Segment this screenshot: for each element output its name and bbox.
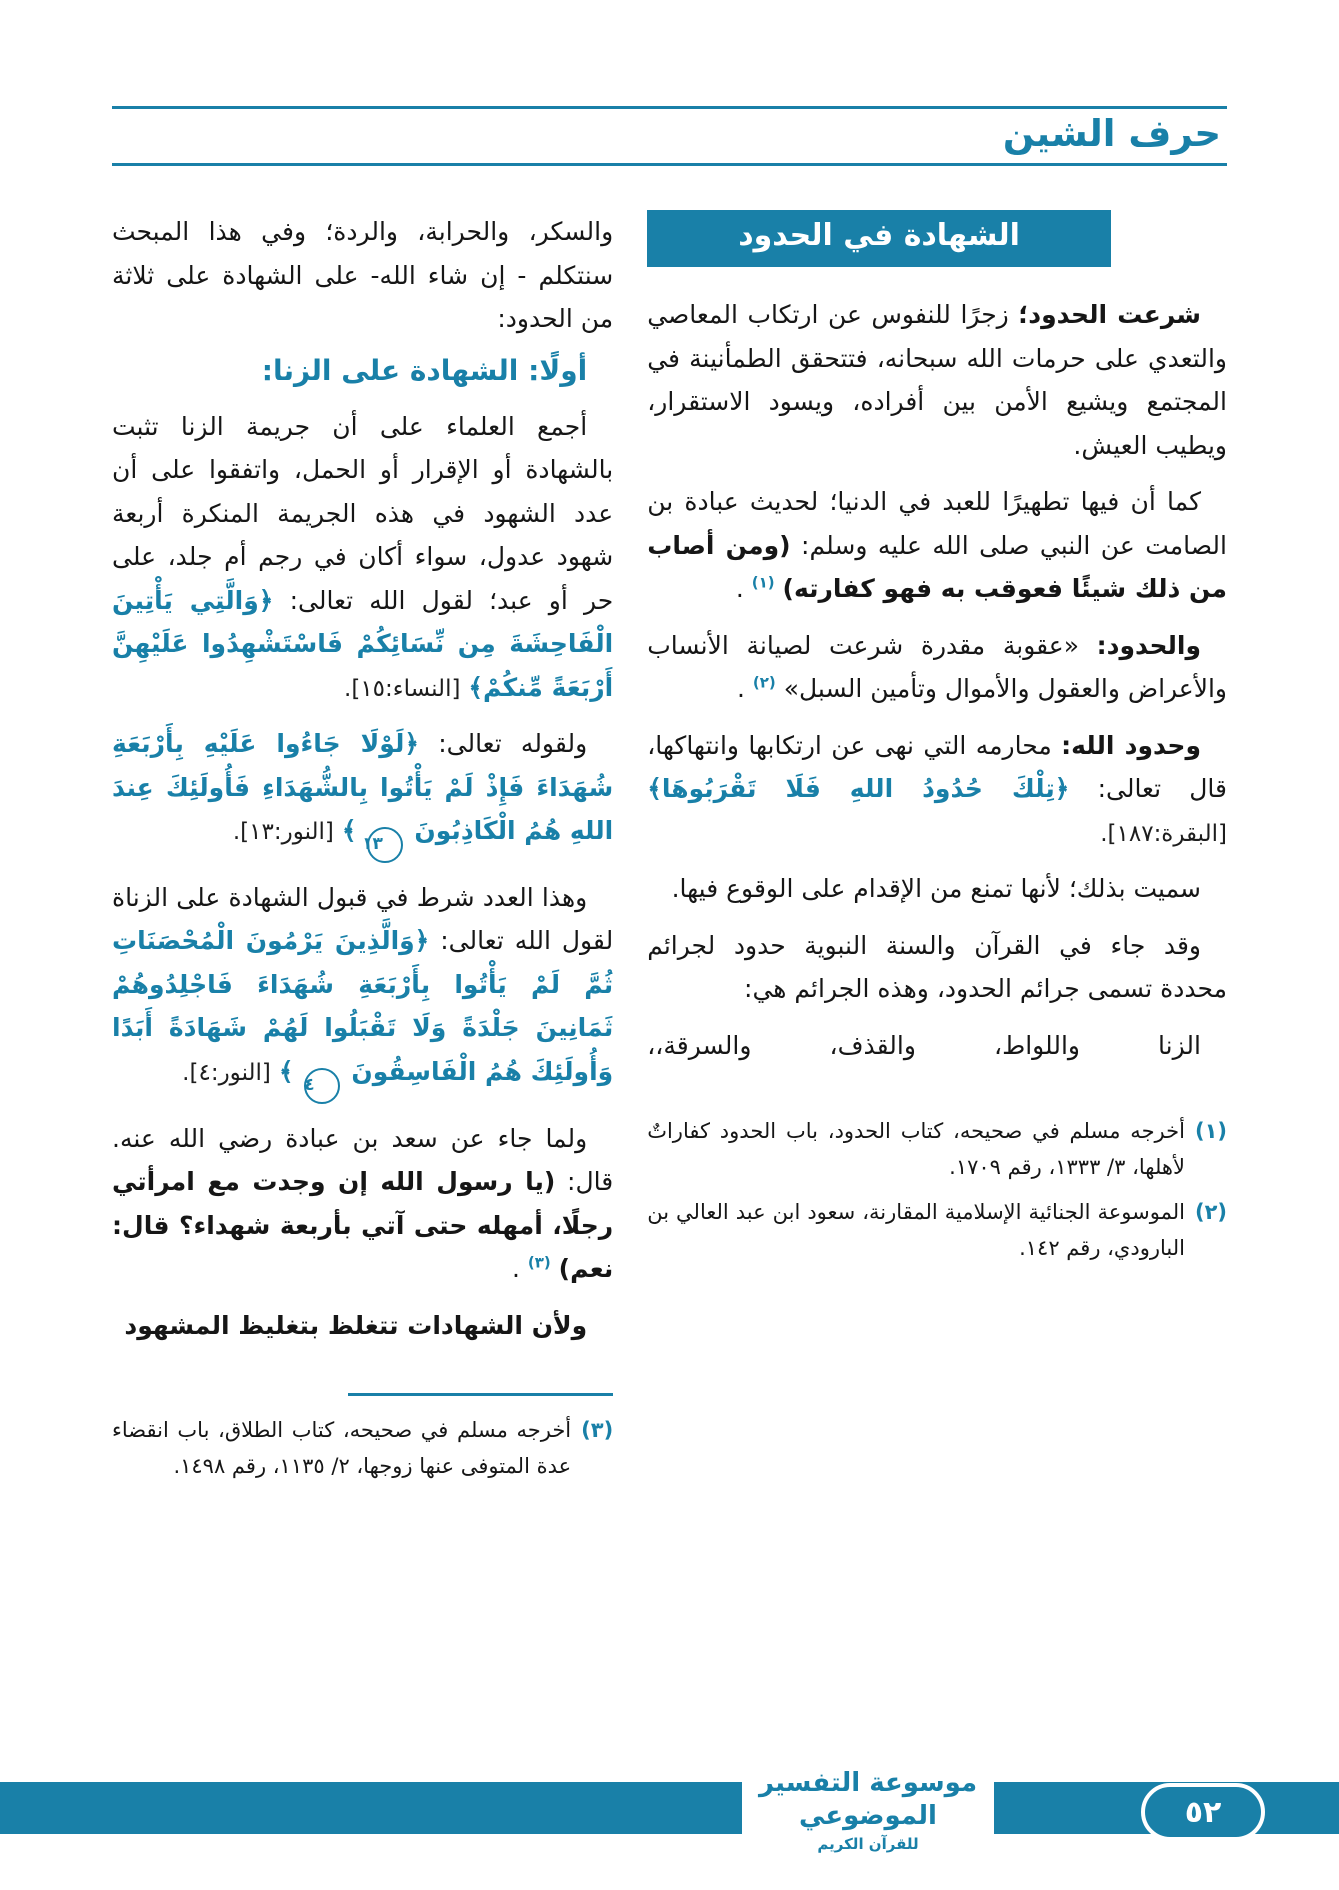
content-columns [112, 210, 1227, 1493]
lead-text: شرعت الحدود؛ [1018, 300, 1201, 329]
footnote-marker-3: (٣) [527, 1253, 551, 1272]
page-number-badge [1141, 1783, 1265, 1841]
verse-close-bracket: ﴾ [278, 1056, 294, 1086]
body-text: الزنا واللواط، والقذف، والسرقة،، [647, 1030, 1201, 1060]
paragraph-hudud-definition [647, 624, 1227, 711]
body-text: زجرًا للنفوس عن ارتكاب المعاصي والتعدي على حرمات الله سبحانه، فتتحقق الطمأنينة في المجتمع ويشيع الأمن بين أفراده، ويسود الاستقرار، ويطيب العيش. [647, 300, 1227, 460]
right-footnotes [647, 1113, 1227, 1266]
footnote-text: أخرجه مسلم في صحيحه، كتاب الطلاق، باب انقضاء عدة المتوفى عنها زوجها، ٢/ ١١٣٥، رقم ١٤٩٨. [112, 1418, 572, 1479]
paragraph-crimes-list [647, 1024, 1227, 1068]
subheading-testimony-zina: أولًا: الشهادة على الزنا: [261, 353, 588, 387]
paragraph-saad-hadith [112, 1117, 613, 1291]
paragraph-naming-reason [647, 867, 1227, 911]
body-text: . [736, 674, 745, 703]
footnote-marker-2: (٢) [752, 673, 776, 692]
body-text: . [511, 1254, 520, 1284]
footnote-text: الموسوعة الجنائية الإسلامية المقارنة، سعود ابن عبد العالي بن البارودي، رقم ١٤٢. [647, 1200, 1185, 1261]
body-text: أجمع العلماء على أن جريمة الزنا تثبت بالشهادة أو الإقرار أو الحمل، واتفقوا على أن عدد الشهود في هذه الجريمة المنكرة أربعة شهود عدول، سواء أكان في رجم أم جلد، على حر أو عبد؛ لقول الله تعالى: [112, 411, 614, 615]
page-number: ٥٢ [1184, 1794, 1222, 1830]
publisher-logo [742, 1762, 994, 1860]
footnote-text: أخرجه مسلم في صحيحه، كتاب الحدود، باب الحدود كفاراتٌ لأهلها، ٣/ ١٣٣٣، رقم ١٧٠٩. [647, 1119, 1185, 1180]
paragraph-testimony-strictness [112, 1304, 613, 1348]
right-column [647, 210, 1227, 1275]
body-text: وقد جاء في القرآن والسنة النبوية حدود لجرائم محددة تسمى جرائم الحدود، وهذه الجرائم هي: [647, 930, 1227, 1003]
paragraph-crimes-continued [112, 210, 613, 341]
left-footnotes [112, 1393, 613, 1484]
header-rule-bottom [112, 163, 1227, 166]
verse-reference: [البقرة:١٨٧]. [1100, 820, 1227, 847]
paragraph-purification-hadith [647, 480, 1227, 611]
footnote [647, 1194, 1227, 1266]
verse-reference: [النور:١٣]. [232, 819, 334, 845]
hadith-text: (ومن أصاب من ذلك شيئًا فعوقب به فهو كفارته) [647, 530, 1227, 603]
body-text: محارمه التي نهى عن ارتكابها وانتهاكها، قال تعالى: [647, 730, 1227, 803]
hadith-text: (يا رسول الله إن وجدت مع امرأتي رجلًا، أمهله حتى آتي بأربعة شهداء؟ قال: نعم) [112, 1167, 614, 1284]
publisher-logo-title: موسوعة التفسير الموضوعي [758, 1768, 978, 1831]
verse-close-bracket: ﴾ [341, 816, 357, 845]
section-title-banner [647, 210, 1111, 267]
paragraph-hudud-purpose [647, 293, 1227, 467]
publisher-logo-subtitle: للقرآن الكريم [817, 1835, 919, 1853]
body-text: والسكر، والحرابة، والردة؛ وفي هذا المبحث سنتكلم - إن شاء الله- على الشهادة على ثلاثة من الحدود: [112, 217, 614, 333]
lead-text: وحدود الله: [1061, 730, 1201, 760]
footnote-number: (٣) [581, 1418, 614, 1443]
body-text: وهذا العدد شرط في قبول الشهادة على الزناة لقول الله تعالى: [112, 882, 614, 956]
body-text: كما أن فيها تطهيرًا للعبد في الدنيا؛ لحديث عبادة بن الصامت عن النبي صلى الله عليه وسلم: [647, 487, 1227, 560]
paragraph-second-verse [112, 722, 613, 863]
ayah-number: ٤ [304, 1068, 340, 1104]
body-text: سميت بذلك؛ لأنها تمنع من الإقدام على الوقوع فيها. [671, 874, 1201, 903]
body-text: «عقوبة مقدرة شرعت لصيانة الأنساب والأعراض والعقول والأموال وتأمين السبل» [647, 630, 1227, 703]
left-column [112, 210, 613, 1493]
quran-verse: ﴿لَوْلَا جَاءُوا عَلَيْهِ بِأَرْبَعَةِ شُهَدَاءَ فَإِذْ لَمْ يَأْتُوا بِالشُّهَدَاءِ فَأُولَئِكَ عِندَ اللهِ هُمُ الْكَاذِبُونَ [112, 729, 614, 845]
verse-reference: [النساء:١٥]. [344, 675, 461, 702]
footnote-separator-rule [348, 1393, 613, 1396]
section-title: الشهادة في الحدود [738, 218, 1020, 253]
footnote-number: (٢) [1194, 1200, 1227, 1225]
paragraph-scholars-consensus [112, 405, 613, 710]
footnote [112, 1412, 613, 1484]
body-text: . [735, 574, 744, 603]
paragraph-crimes-intro [647, 924, 1227, 1011]
body-text: ولأن الشهادات تتغلظ بتغليظ المشهود [124, 1310, 588, 1340]
paragraph-witness-count-condition [112, 876, 613, 1104]
footnote-number: (١) [1194, 1119, 1227, 1143]
body-text: ولما جاء عن سعد بن عبادة رضي الله عنه. قال: [112, 1123, 614, 1197]
paragraph-hudud-allah [647, 724, 1227, 855]
lead-text: والحدود: [1096, 630, 1201, 660]
page-header [112, 106, 1227, 166]
footnote [647, 1113, 1227, 1185]
body-text: ولقوله تعالى: [418, 729, 588, 758]
ayah-number: ١٣ [367, 827, 403, 863]
footer-band [0, 1782, 1339, 1834]
quran-verse: ﴿وَالَّذِينَ يَرْمُونَ الْمُحْصَنَاتِ ثُمَّ لَمْ يَأْتُوا بِأَرْبَعَةِ شُهَدَاءَ فَاجْلِدُوهُمْ ثَمَانِينَ جَلْدَةً وَلَا تَقْبَلُوا لَهُمْ شَهَادَةً أَبَدًا وَأُولَئِكَ هُمُ الْفَاسِقُونَ [112, 926, 614, 1086]
chapter-heading: حرف الشين [1002, 112, 1221, 155]
quran-verse: ﴿تِلْكَ حُدُودُ اللهِ فَلَا تَقْرَبُوهَا﴾ [647, 774, 1070, 803]
verse-reference: [النور:٤]. [182, 1059, 271, 1086]
quran-verse: ﴿وَالَّتِي يَأْتِينَ الْفَاحِشَةَ مِن نِّسَائِكُمْ فَاسْتَشْهِدُوا عَلَيْهِنَّ أَرْبَعَةً مِّنكُمْ﴾ [112, 585, 614, 702]
footnote-marker-1: (١) [751, 573, 775, 592]
